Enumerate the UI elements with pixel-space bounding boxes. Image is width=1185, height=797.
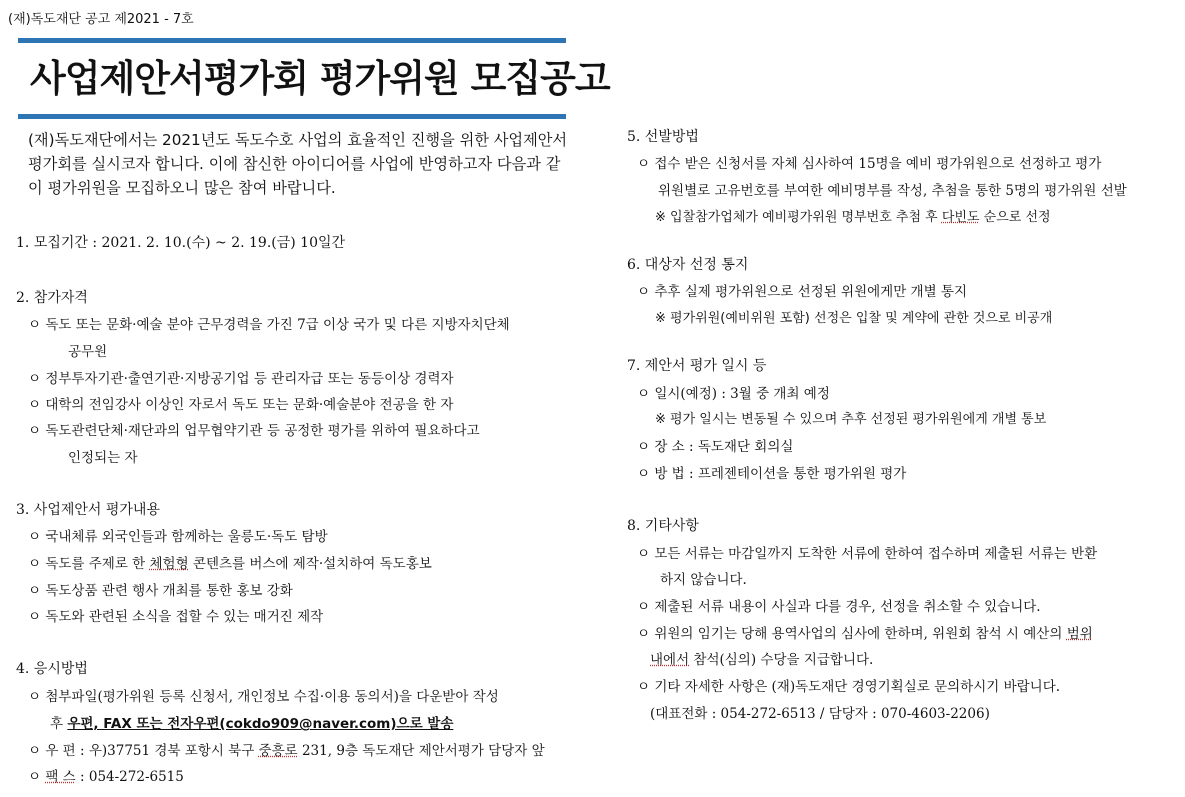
list-item: ㅇ 우 편 : 우)37751 경북 포항시 북구 중흥로 231, 9층 독도재단 제안서평가 담당자 앞	[28, 743, 545, 759]
note: ※ 평가 일시는 변동될 수 있으며 추후 선정된 평가위원에게 개별 통보	[655, 412, 1047, 427]
list-item: ㅇ 모든 서류는 마감일까지 도착한 서류에 한하여 접수하며 제출된 서류는 반환	[637, 546, 1098, 562]
list-item-cont: 공무원	[68, 344, 108, 360]
list-item-cont: 후 우편, FAX 또는 전자우편(cokdo909@naver.com)으로 발송	[50, 716, 454, 732]
list-item: ㅇ 독도관련단체·재단과의 업무협약기관 등 공정한 평가를 위하여 필요하다고	[28, 423, 480, 439]
section-2-heading: 2. 참가자격	[16, 290, 88, 306]
title-bar-bottom	[18, 114, 566, 119]
list-item: ㅇ 장 소 : 독도재단 회의실	[637, 439, 794, 455]
list-item: ㅇ 독도를 주제로 한 체험형 콘텐츠를 버스에 제작·설치하여 독도홍보	[28, 556, 432, 572]
intro-paragraph: (재)독도재단에서는 2021년도 독도수호 사업의 효율적인 진행을 위한 사업제안서평가회를 실시코자 합니다. 이에 참신한 아이디어를 사업에 반영하고자 다음과 같이 평가위원을 모집하오니 많은 참여 바랍니다.	[28, 131, 568, 197]
list-item: ㅇ 대학의 전임강사 이상인 자로서 독도 또는 문화·예술분야 전공을 한 자	[28, 397, 454, 413]
section-5-heading: 5. 선발방법	[627, 129, 699, 145]
list-item: ㅇ 독도와 관련된 소식을 접할 수 있는 매거진 제작	[28, 609, 324, 625]
list-item: ㅇ 일시(예정) : 3월 중 개최 예정	[637, 386, 830, 402]
list-item: ㅇ 팩 스 : 054-272-6515	[28, 769, 184, 785]
section-4-heading: 4. 응시방법	[16, 661, 88, 677]
section-7-heading: 7. 제안서 평가 일시 등	[627, 358, 767, 374]
page-title: 사업제안서평가회 평가위원 모집공고	[30, 57, 610, 100]
contact-line: (대표전화 : 054-272-6513 / 담당자 : 070-4603-2206)	[650, 706, 990, 722]
list-item-cont: 하지 않습니다.	[660, 572, 747, 588]
section-8-heading: 8. 기타사항	[627, 518, 699, 534]
list-item: ㅇ 정부투자기관·출연기관·지방공기업 등 관리자급 또는 동등이상 경력자	[28, 371, 454, 387]
list-item: ㅇ 기타 자세한 사항은 (재)독도재단 경영기획실로 문의하시기 바랍니다.	[637, 679, 1061, 695]
list-item: ㅇ 방 법 : 프레젠테이션을 통한 평가위원 평가	[637, 466, 907, 482]
note: ※ 입찰참가업체가 예비평가위원 명부번호 추첨 후 다빈도 순으로 선정	[655, 210, 1051, 225]
section-3-heading: 3. 사업제안서 평가내용	[16, 502, 160, 518]
list-item-cont: 인정되는 자	[68, 450, 138, 466]
list-item: ㅇ 접수 받은 신청서를 자체 심사하여 15명을 예비 평가위원으로 선정하고 평가	[637, 156, 1102, 172]
list-item-cont: 내에서 참석(심의) 수당을 지급합니다.	[650, 652, 874, 668]
list-item: ㅇ 위원의 임기는 당해 용역사업의 심사에 한하며, 위원회 참석 시 예산의 범위	[637, 626, 1093, 642]
list-item: ㅇ 제출된 서류 내용이 사실과 다를 경우, 선정을 취소할 수 있습니다.	[637, 599, 1041, 615]
list-item: ㅇ 추후 실제 평가위원으로 선정된 위원에게만 개별 통지	[637, 284, 967, 300]
list-item: ㅇ 첨부파일(평가위원 등록 신청서, 개인정보 수집·이용 동의서)을 다운받아 작성	[28, 689, 499, 705]
section-6-heading: 6. 대상자 선정 통지	[627, 257, 749, 273]
notice-number: (재)독도재단 공고 제2021 - 7호	[8, 12, 194, 27]
title-bar-top	[18, 38, 566, 43]
list-item: ㅇ 독도상품 관련 행사 개최를 통한 홍보 강화	[28, 583, 293, 599]
list-item: ㅇ 국내체류 외국인들과 함께하는 울릉도·독도 탐방	[28, 529, 328, 545]
list-item-cont: 위원별로 고유번호를 부여한 예비명부를 작성, 추첨을 통한 5명의 평가위원 선발	[658, 183, 1127, 199]
list-item: ㅇ 독도 또는 문화·예술 분야 근무경력을 가진 7급 이상 국가 및 다른 지방자치단체	[28, 317, 510, 333]
note: ※ 평가위원(예비위원 포함) 선정은 입찰 및 계약에 관한 것으로 비공개	[655, 311, 1053, 326]
section-1-period: 1. 모집기간 : 2021. 2. 10.(수) ~ 2. 19.(금) 10일간	[16, 235, 346, 251]
